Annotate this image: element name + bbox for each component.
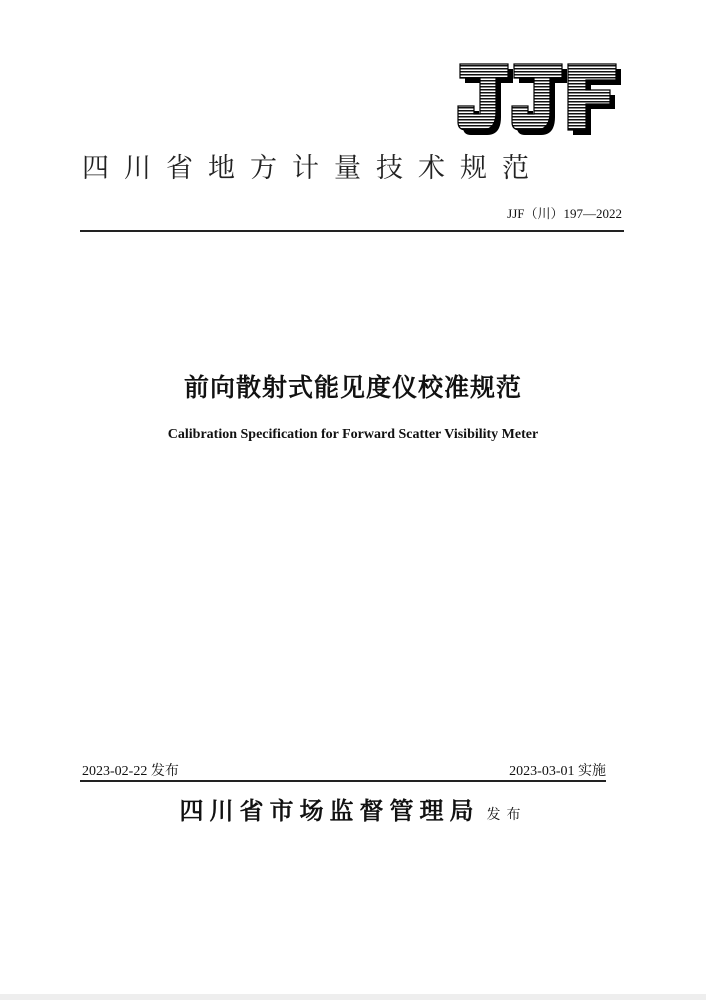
document-title-english: Calibration Specification for Forward Scatter Visibility Meter [167,427,539,442]
series-title: 四川省地方计量技术规范 [82,153,544,184]
publisher-name: 四川省市场监督管理局 [179,796,480,825]
standard-code: JJF（川）197—2022 [507,206,622,221]
issue-date: 2023-02-22 发布 [82,764,179,779]
jjf-logo [456,62,622,138]
publisher [0,791,706,826]
header-divider [80,230,624,232]
page-edge [0,994,706,1000]
publisher-suffix: 发布 [486,807,527,823]
footer-divider [80,780,606,782]
document-title-chinese: 前向散射式能见度仪校准规范 [183,373,522,402]
implementation-date: 2023-03-01 实施 [509,764,606,779]
